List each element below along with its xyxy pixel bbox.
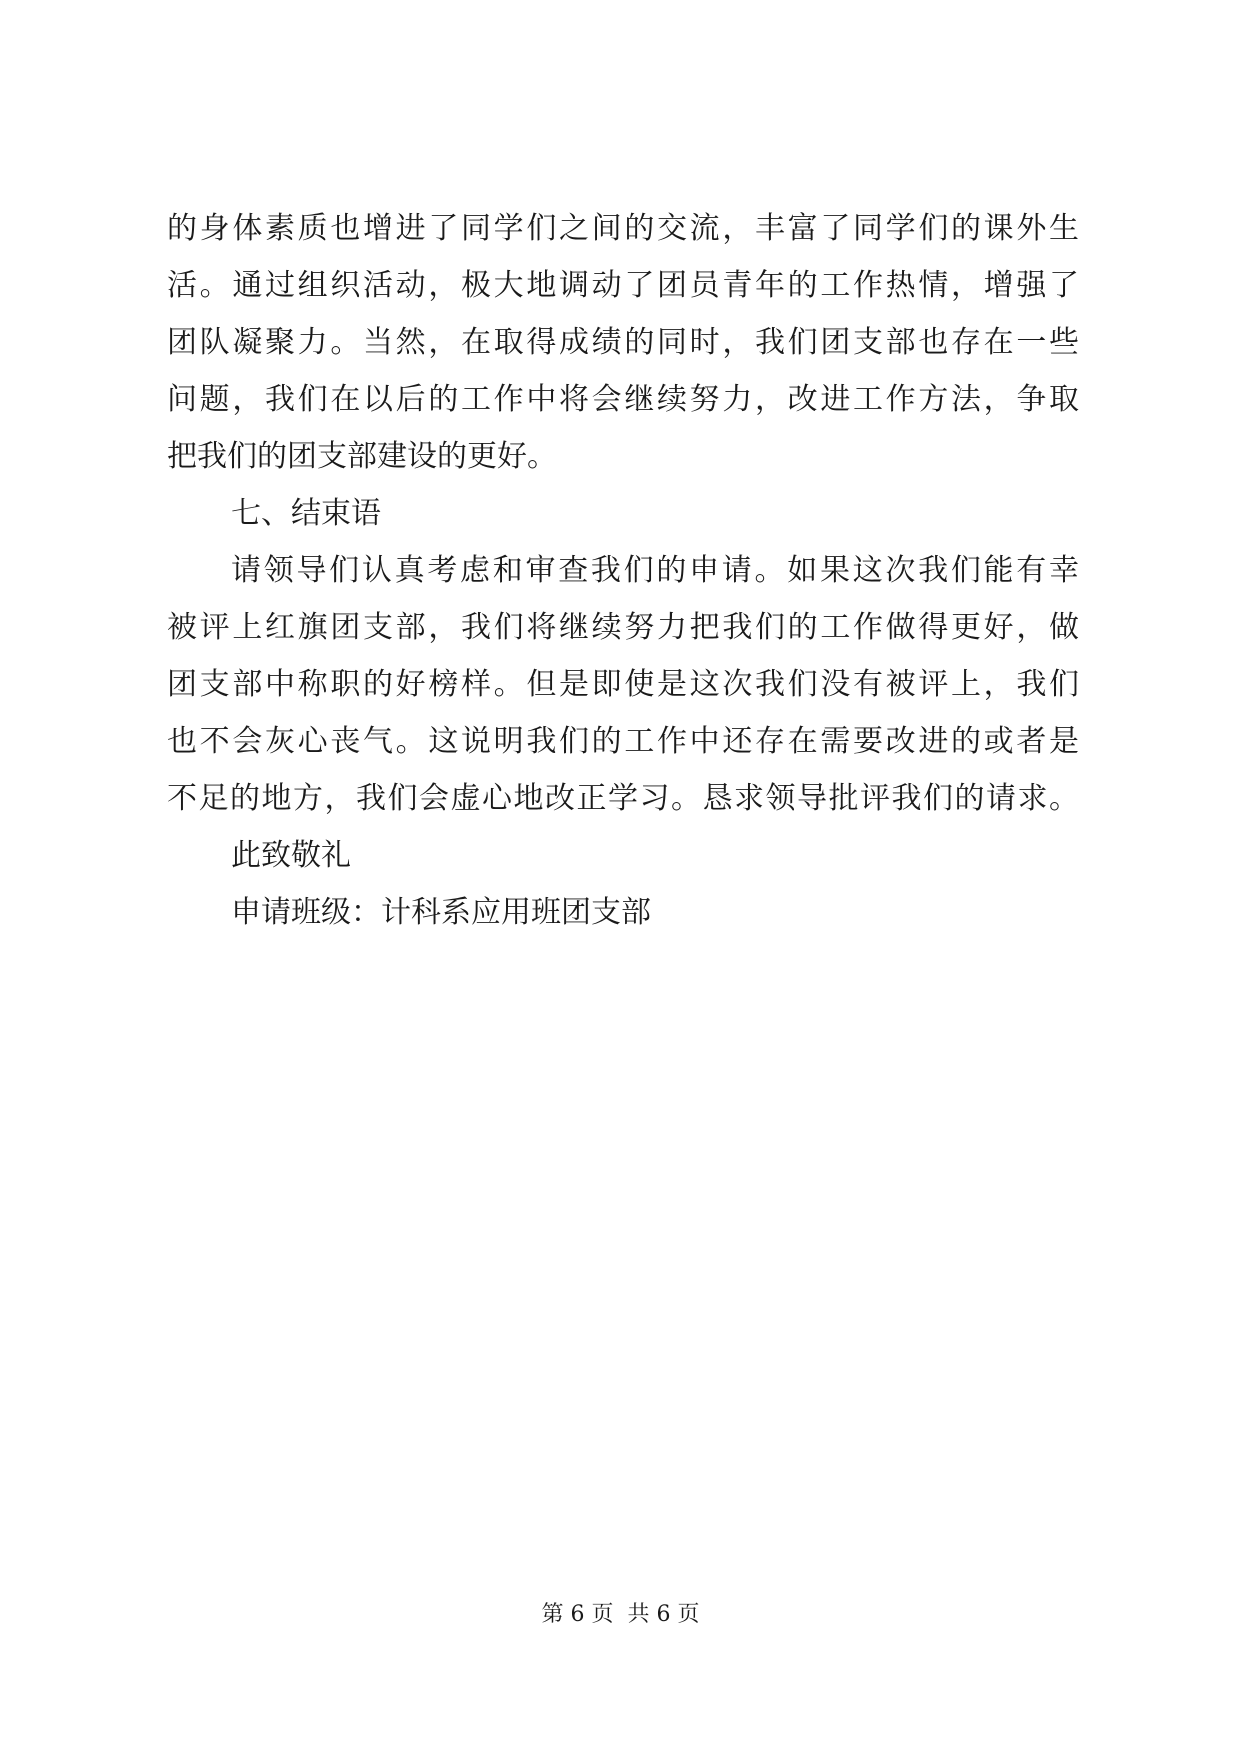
page-footer [0, 1600, 1241, 1630]
applicant-line: 申请班级：计科系应用班团支部 [231, 895, 651, 930]
paragraph-2-line-5: 不足的地方，我们会虚心地改正学习。恳求领导批评我们的请求。 [167, 781, 1079, 816]
paragraph-2-line-3: 团支部中称职的好榜样。但是即使是这次我们没有被评上，我们 [167, 667, 1079, 702]
closing-salutation: 此致敬礼 [231, 838, 351, 873]
paragraph-1-line-5: 把我们的团支部建设的更好。 [167, 439, 557, 474]
paragraph-2-line-1: 请领导们认真考虑和审查我们的申请。如果这次我们能有幸 [231, 553, 1079, 588]
paragraph-1-line-4: 问题，我们在以后的工作中将会继续努力，改进工作方法，争取 [167, 382, 1079, 417]
paragraph-1-line-1: 的身体素质也增进了同学们之间的交流，丰富了同学们的课外生 [167, 211, 1079, 246]
paragraph-1-line-2: 活。通过组织活动，极大地调动了团员青年的工作热情，增强了 [167, 268, 1079, 303]
paragraph-2-line-4: 也不会灰心丧气。这说明我们的工作中还存在需要改进的或者是 [167, 724, 1079, 759]
page-total: 共 6 页 [627, 1602, 700, 1627]
paragraph-1-line-3: 团队凝聚力。当然，在取得成绩的同时，我们团支部也存在一些 [167, 325, 1079, 360]
page-number: 第 6 页 [541, 1602, 614, 1627]
paragraph-2-line-2: 被评上红旗团支部，我们将继续努力把我们的工作做得更好，做 [167, 610, 1079, 645]
section-heading: 七、结束语 [231, 496, 381, 531]
